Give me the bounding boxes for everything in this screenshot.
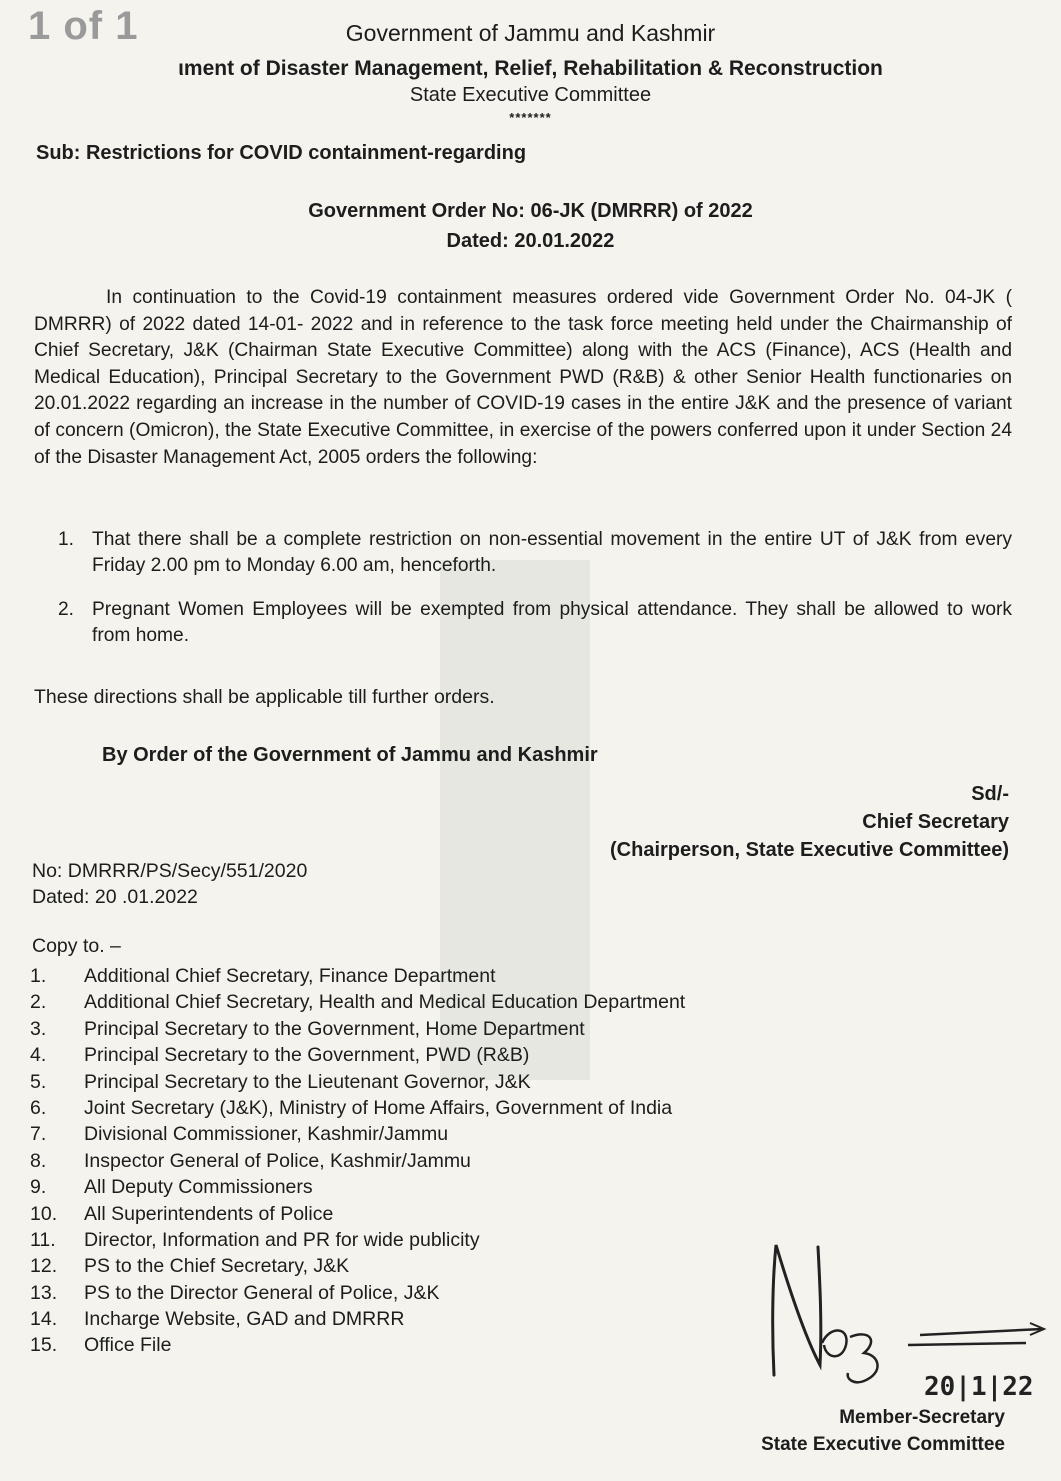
copy-to-item-text: Principal Secretary to the Government, PWD (R&B) [84, 1044, 530, 1067]
copy-to-item [30, 1095, 685, 1121]
copy-to-item [30, 1332, 685, 1358]
closing-statement: These directions shall be applicable till further orders. [34, 686, 495, 708]
copy-to-item-text: Office File [84, 1334, 172, 1357]
copy-to-item-number: 15. [30, 1334, 58, 1357]
copy-to-item-text: Principal Secretary to the Government, Home Department [84, 1017, 585, 1040]
copy-to-item [30, 989, 685, 1015]
copy-to-item-text: Divisional Commissioner, Kashmir/Jammu [84, 1123, 449, 1146]
order-item-number: 1. [58, 529, 75, 550]
reference-block [32, 858, 307, 910]
reference-date: Dated: 20 .01.2022 [32, 886, 198, 908]
copy-to-item-number: 2. [30, 991, 47, 1014]
copy-to-item-number: 5. [30, 1070, 47, 1093]
copy-to-item-text: PS to the Chief Secretary, J&K [84, 1255, 350, 1278]
header-committee: State Executive Committee [409, 84, 652, 106]
copy-to-item-text: Inspector General of Police, Kashmir/Jammu [84, 1149, 471, 1172]
copy-to-item-number: 1. [30, 965, 47, 987]
order-item-text: That there shall be a complete restriction on non-essential movement in the entire UT of J&K from every Friday 2.00 pm to Monday 6.00 am, henceforth. [92, 529, 1012, 576]
copy-to-item-text: Principal Secretary to the Lieutenant Governor, J&K [84, 1070, 531, 1093]
copy-to-item-text: Joint Secretary (J&K), Ministry of Home Affairs, Government of India [84, 1096, 673, 1119]
signatory-role: (Chairperson, State Executive Committee) [610, 839, 1009, 861]
order-number: Government Order No: 06-JK (DMRRR) of 2022 [308, 200, 753, 222]
member-secretary-committee: State Executive Committee [761, 1434, 1005, 1455]
copy-to-item-text: Director, Information and PR for wide publicity [84, 1228, 480, 1251]
copy-to-item [30, 1253, 685, 1279]
copy-to-item [30, 1148, 685, 1174]
copy-to-item-text: Incharge Website, GAD and DMRRR [84, 1308, 405, 1331]
by-order-line: By Order of the Government of Jammu and Kashmir [102, 744, 598, 766]
copy-to-item-text: All Superintendents of Police [84, 1202, 334, 1225]
copy-to-item [30, 1121, 685, 1147]
reference-number: No: DMRRR/PS/Secy/551/2020 [32, 860, 308, 882]
handwritten-signature [760, 1225, 1050, 1405]
copy-to-item-number: 6. [30, 1096, 47, 1119]
copy-to-item [30, 1016, 685, 1042]
copy-to-item-number: 10. [30, 1202, 58, 1225]
copy-to-item [30, 1227, 685, 1253]
signatory-title: Chief Secretary [862, 811, 1009, 833]
header-separator-stars: ******* [509, 110, 552, 125]
copy-to-label: Copy to. – [32, 935, 121, 957]
page-indicator: 1 of 1 [28, 4, 139, 48]
order-date: Dated: 20.01.2022 [446, 230, 615, 252]
copy-to-item-number: 7. [30, 1123, 47, 1146]
copy-to-item [30, 1306, 685, 1332]
signature-date: 20|1|22 [924, 1372, 1034, 1402]
member-secretary-block [761, 1404, 1005, 1458]
copy-to-item [30, 1174, 685, 1200]
copy-to-list [30, 963, 685, 1359]
copy-to-item [30, 963, 685, 989]
copy-to-item-text: Additional Chief Secretary, Health and Medical Education Department [84, 991, 686, 1014]
copy-to-item-number: 8. [30, 1149, 47, 1172]
orders-list [34, 527, 1012, 667]
copy-to-item [30, 1042, 685, 1068]
copy-to-item-number: 3. [30, 1017, 47, 1040]
order-item [34, 597, 1012, 648]
signatory-block [610, 780, 1009, 864]
signatory-sd: Sd/- [971, 783, 1009, 805]
copy-to-item [30, 1280, 685, 1306]
member-secretary-title: Member-Secretary [839, 1407, 1005, 1428]
copy-to-item-number: 14. [30, 1308, 58, 1331]
order-item [34, 527, 1012, 578]
copy-to-item-number: 9. [30, 1176, 47, 1199]
copy-to-item-number: 11. [30, 1228, 56, 1251]
copy-to-item-number: 12. [30, 1255, 58, 1278]
header-department: ιment of Disaster Management, Relief, Rehabilitation & Reconstruction [178, 57, 883, 80]
copy-to-item [30, 1201, 685, 1227]
copy-to-item-number: 4. [30, 1044, 47, 1067]
order-item-text: Pregnant Women Employees will be exempted from physical attendance. They shall be allowed to work from home. [92, 599, 1012, 646]
copy-to-item-number: 13. [30, 1281, 58, 1304]
header-government: Government of Jammu and Kashmir [345, 20, 716, 46]
order-item-number: 2. [58, 599, 75, 620]
copy-to-item-text: PS to the Director General of Police, J&K [84, 1281, 440, 1304]
subject-line: Sub: Restrictions for COVID containment-regarding [36, 142, 527, 164]
copy-to-item-text: All Deputy Commissioners [84, 1176, 313, 1199]
body-paragraph: In continuation to the Covid-19 containment measures ordered vide Government Order No. 04-JK ( DMRRR) of 2022 dated 14-01- 2022 and in reference to the task force meeting held under the Chairmanship of Chief Secretary, J&K (Chairman State Executive Committee) along with the ACS (Finance), ACS (Health and Medical Education), Principal Secretary to the Government PWD (R&B) & other Senior Health functionaries on 20.01.2022 regarding an increase in the number of COVID-19 cases in the entire J&K and the presence of variant of concern (Omicron), the State Executive Committee, in exercise of the powers conferred upon it under Section 24 of the Disaster Management Act, 2005 orders the following: [34, 287, 1012, 468]
copy-to-item-text: Additional Chief Secretary, Finance Department [84, 965, 496, 987]
copy-to-item [30, 1069, 685, 1095]
